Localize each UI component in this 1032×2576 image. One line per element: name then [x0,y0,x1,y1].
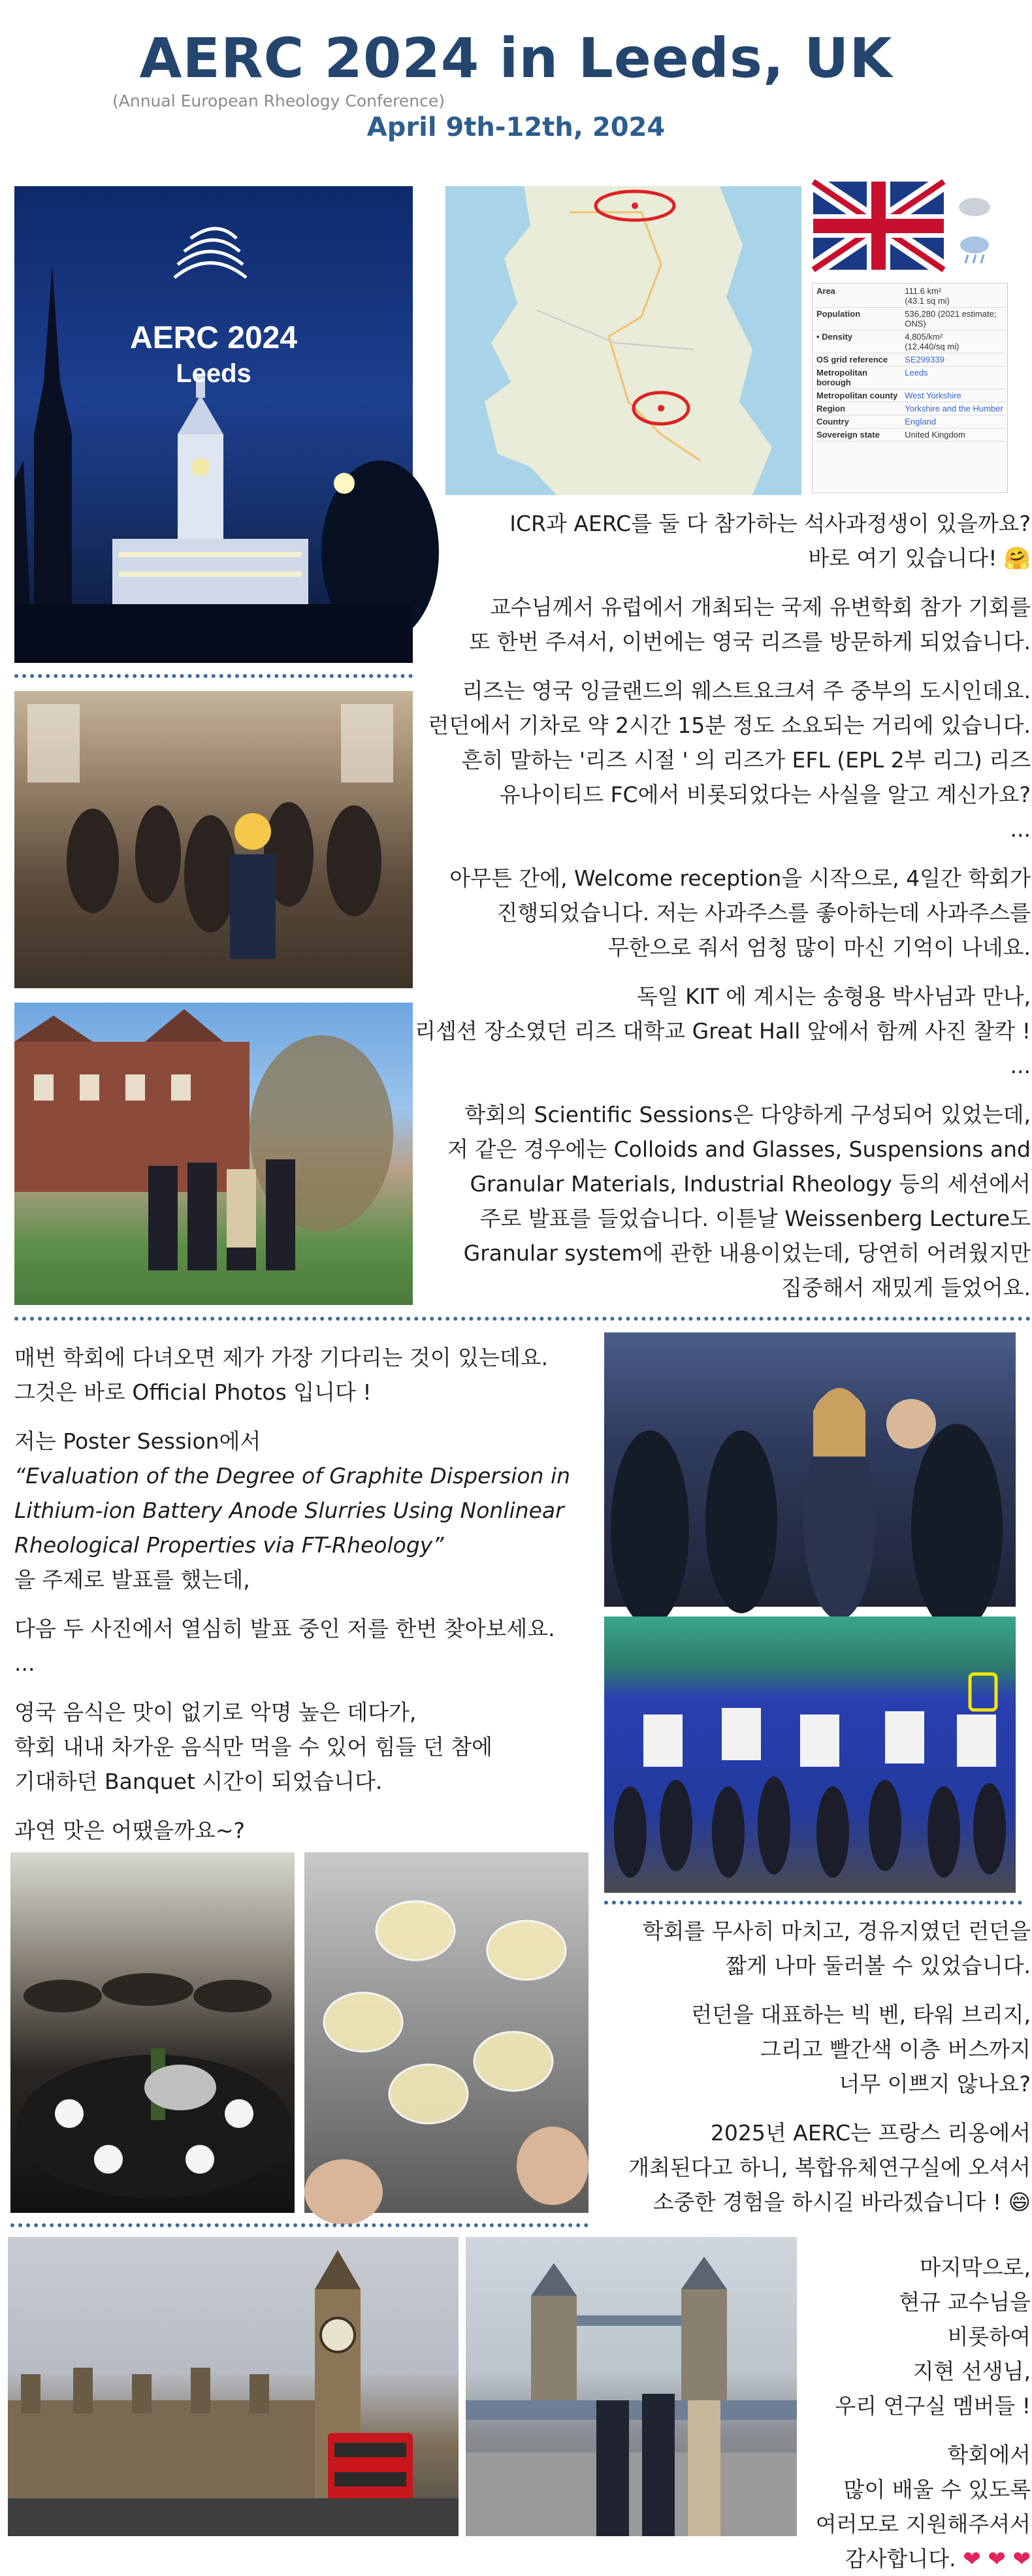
info-row [814,389,1006,402]
text-line: 런던에서 기차로 약 2시간 15분 정도 소요되는 거리에 있습니다. [428,713,1031,738]
text-line: 우리 연구실 멤버들 ! [835,2393,1031,2419]
text-line: 흔히 말하는 '리즈 시절 ' 의 리즈가 EFL (EPL 2부 리그) 리즈 [461,747,1031,773]
hearts-icon: ❤ ❤ ❤ [956,2546,1031,2571]
s2-paragraph-3 [14,1611,589,1681]
info-sub: (12,440/sq mi) [905,342,959,351]
section3-text [588,1914,1031,2219]
divider [604,1901,1022,1905]
text-line: 주로 발표를 들었습니다. 이튿날 Weissenberg Lecture도 [479,1206,1031,1231]
text-line: 다음 두 사진에서 열심히 발표 중인 저를 한번 찾아보세요. [14,1616,555,1641]
poster-city: Leeds [176,359,251,388]
divider [14,674,413,678]
info-key: • Density [814,330,902,353]
text-line: 기대하던 Banquet 시간이 되었습니다. [14,1769,383,1794]
info-row [814,353,1006,366]
text-line: ... [1010,1053,1031,1078]
text-line: 리셉션 장소였던 리즈 대학교 Great Hall 앞에서 함께 사진 찰칵 ! [415,1018,1031,1044]
section4-text [797,2250,1031,2576]
info-row [814,308,1006,330]
text-line: Rheological Properties via FT-Rheology” [14,1532,444,1558]
text-line: 집중해서 재밌게 들었어요. [781,1275,1031,1300]
info-value: Leeds [902,366,1006,389]
text-line: 짧게 나마 둘러볼 수 있었습니다. [726,1953,1031,1978]
info-row [814,285,1006,308]
info-row [814,415,1006,428]
aerc-leeds-poster-photo [14,186,413,663]
s2-paragraph-5: 과연 맛은 어땠을까요~? [14,1818,246,1843]
text-line: Granular Materials, Industrial Rheology 등의 세션에서 [470,1171,1031,1197]
banquet-hall-photo [10,1852,295,2213]
text-line: 런던을 대표하는 빅 벤, 타워 브리지, [691,2002,1031,2027]
info-sub: (43.1 sq mi) [905,296,950,306]
info-key: Area [814,285,902,308]
info-row [814,428,1006,442]
text-line: 감사합니다. ❤ ❤ ❤ [845,2546,1031,2571]
text-line: 그것은 바로 Official Photos 입니다 ! [14,1379,372,1405]
uk-map-image [445,186,801,495]
text-line: 무한으로 줘서 엄청 많이 마신 기억이 나네요. [607,935,1031,960]
s3-paragraph-3 [588,2116,1031,2219]
text-line: 아무튼 간에, Welcome reception을 시작으로, 4일간 학회가 [449,865,1031,891]
city-info-panel [812,283,1008,493]
info-key: Sovereign state [814,428,902,442]
text-line: 지현 선생님, [912,2359,1031,2384]
text-line: 그리고 빨간색 이층 버스까지 [760,2037,1031,2062]
tower-bridge-group-photo [466,2237,797,2536]
page-title: AERC 2024 in Leeds, UK [139,26,893,90]
s3-paragraph-1 [588,1914,1031,1983]
text-line: 또 한번 주셔서, 이번에는 영국 리즈를 방문하게 되었습니다. [469,629,1031,654]
text-line: 리즈는 영국 잉글랜드의 웨스트요크셔 주 중부의 도시인데요. [462,678,1031,703]
conference-date: April 9th-12th, 2024 [366,112,666,142]
s1-paragraph-3 [411,673,1031,846]
section1-text [411,506,1031,1305]
text-line: Lithium-ion Battery Anode Slurries Using Nonlinear [14,1498,564,1523]
s4-paragraph-2 [797,2438,1031,2576]
s1-paragraph-6 [411,1097,1031,1305]
text-line: ... [1010,816,1031,842]
info-row [814,330,1006,353]
welcome-reception-photo [14,691,413,988]
info-key: Population [814,308,902,330]
text-line: 매번 학회에 다녀오면 제가 가장 기다리는 것이 있는데요. [14,1345,549,1370]
info-key: Metropolitan borough [814,366,902,389]
page-subtitle: (Annual European Rheology Conference) [112,91,445,110]
poster-title: AERC 2024 [129,321,298,355]
section2-text [14,1340,589,1848]
s2-paragraph-1 [14,1340,589,1409]
info-key: OS grid reference [814,353,902,366]
info-value: United Kingdom [902,428,1006,442]
uk-flag-image [813,182,944,270]
text-line: ... [14,1650,35,1676]
text-line: 독일 KIT 에 계시는 송형용 박사님과 만나, [636,984,1031,1009]
text-line: 영국 음식은 맛이 없기로 악명 높은 데다가, [14,1699,417,1725]
text-line: 학회의 Scientific Sessions은 다양하게 구성되어 있었는데, [464,1102,1031,1127]
info-key: Country [814,415,902,428]
s2-paragraph-4 [14,1695,589,1799]
info-value: 4,805/km² (12,440/sq mi) [902,330,1006,353]
text-line: 학회 내내 차가운 음식만 먹을 수 있어 힘들 던 참에 [14,1734,492,1760]
text-line: 마지막으로, [920,2255,1031,2280]
text-line: Granular system에 관한 내용이었는데, 당연히 어려웠지만 [463,1240,1031,1266]
info-value: England [902,415,1006,428]
s2-poster-outro: 을 주제로 발표를 했는데, [14,1567,250,1592]
info-value: Yorkshire and the Humber [902,402,1006,415]
text-line: 비롯하여 [947,2324,1031,2349]
big-ben-photo [8,2237,459,2536]
text-line: 현규 교수님을 [899,2289,1031,2315]
text-line: 바로 여기 있습니다! 🤗 [808,545,1031,571]
text-line: 많이 배울 수 있도록 [843,2477,1031,2502]
info-value: West Yorkshire [902,389,1006,402]
s1-paragraph-2 [411,590,1031,659]
s2-poster-intro: 저는 Poster Session에서 [14,1428,261,1454]
divider [10,2223,589,2227]
text-line: 학회에서 [947,2442,1031,2468]
info-row [814,366,1006,389]
text-line: ICR과 AERC를 둘 다 참가하는 석사과정생이 있을까요? [509,511,1031,536]
info-value: SE299339 [902,353,1006,366]
text-line: 저 같은 경우에는 Colloids and Glasses, Suspensions and [447,1136,1031,1162]
info-key: Metropolitan county [814,389,902,402]
great-hall-group-photo [14,1003,413,1305]
text-line: 소중한 경험을 하시길 바라겠습니다 ! 😄 [653,2189,1031,2215]
s1-paragraph-1 [411,506,1031,575]
s2-poster-title [14,1458,589,1562]
s3-paragraph-2 [588,1997,1031,2101]
text-line: 개최된다고 하니, 복합유체연구실에 오셔서 [628,2155,1031,2180]
divider [14,1317,1031,1321]
weather-icon [954,186,993,265]
s4-paragraph-1 [797,2250,1031,2423]
text-line: 교수님께서 유럽에서 개최되는 국제 유변학회 참가 기회를 [489,594,1031,620]
s1-paragraph-5 [411,979,1031,1083]
text-line: 진행되었습니다. 저는 사과주스를 좋아하는데 사과주스를 [496,900,1031,926]
s1-paragraph-4 [411,861,1031,965]
text-line: 유나이티드 FC에서 비롯되었다는 사실을 알고 계신가요? [499,782,1031,807]
text-line: “Evaluation of the Degree of Graphite Dispersion in [14,1463,571,1489]
info-key: Region [814,402,902,415]
info-value: 536,280 (2021 estimate; ONS) [902,308,1006,330]
info-value: 111.6 km² (43.1 sq mi) [902,285,1006,308]
banquet-toast-photo [304,1852,589,2213]
text-line: 학회를 무사히 마치고, 경유지였던 런던을 [642,1918,1031,1944]
text-line: 너무 이쁘지 않나요? [839,2071,1031,2097]
text-line: 여러모로 지원해주셔서 [815,2511,1031,2537]
info-row [814,402,1006,415]
poster-session-photo-1 [604,1332,1016,1607]
text-line: 2025년 AERC는 프랑스 리옹에서 [710,2120,1031,2146]
poster-session-photo-2 [604,1617,1016,1893]
city-info-table [814,285,1006,442]
